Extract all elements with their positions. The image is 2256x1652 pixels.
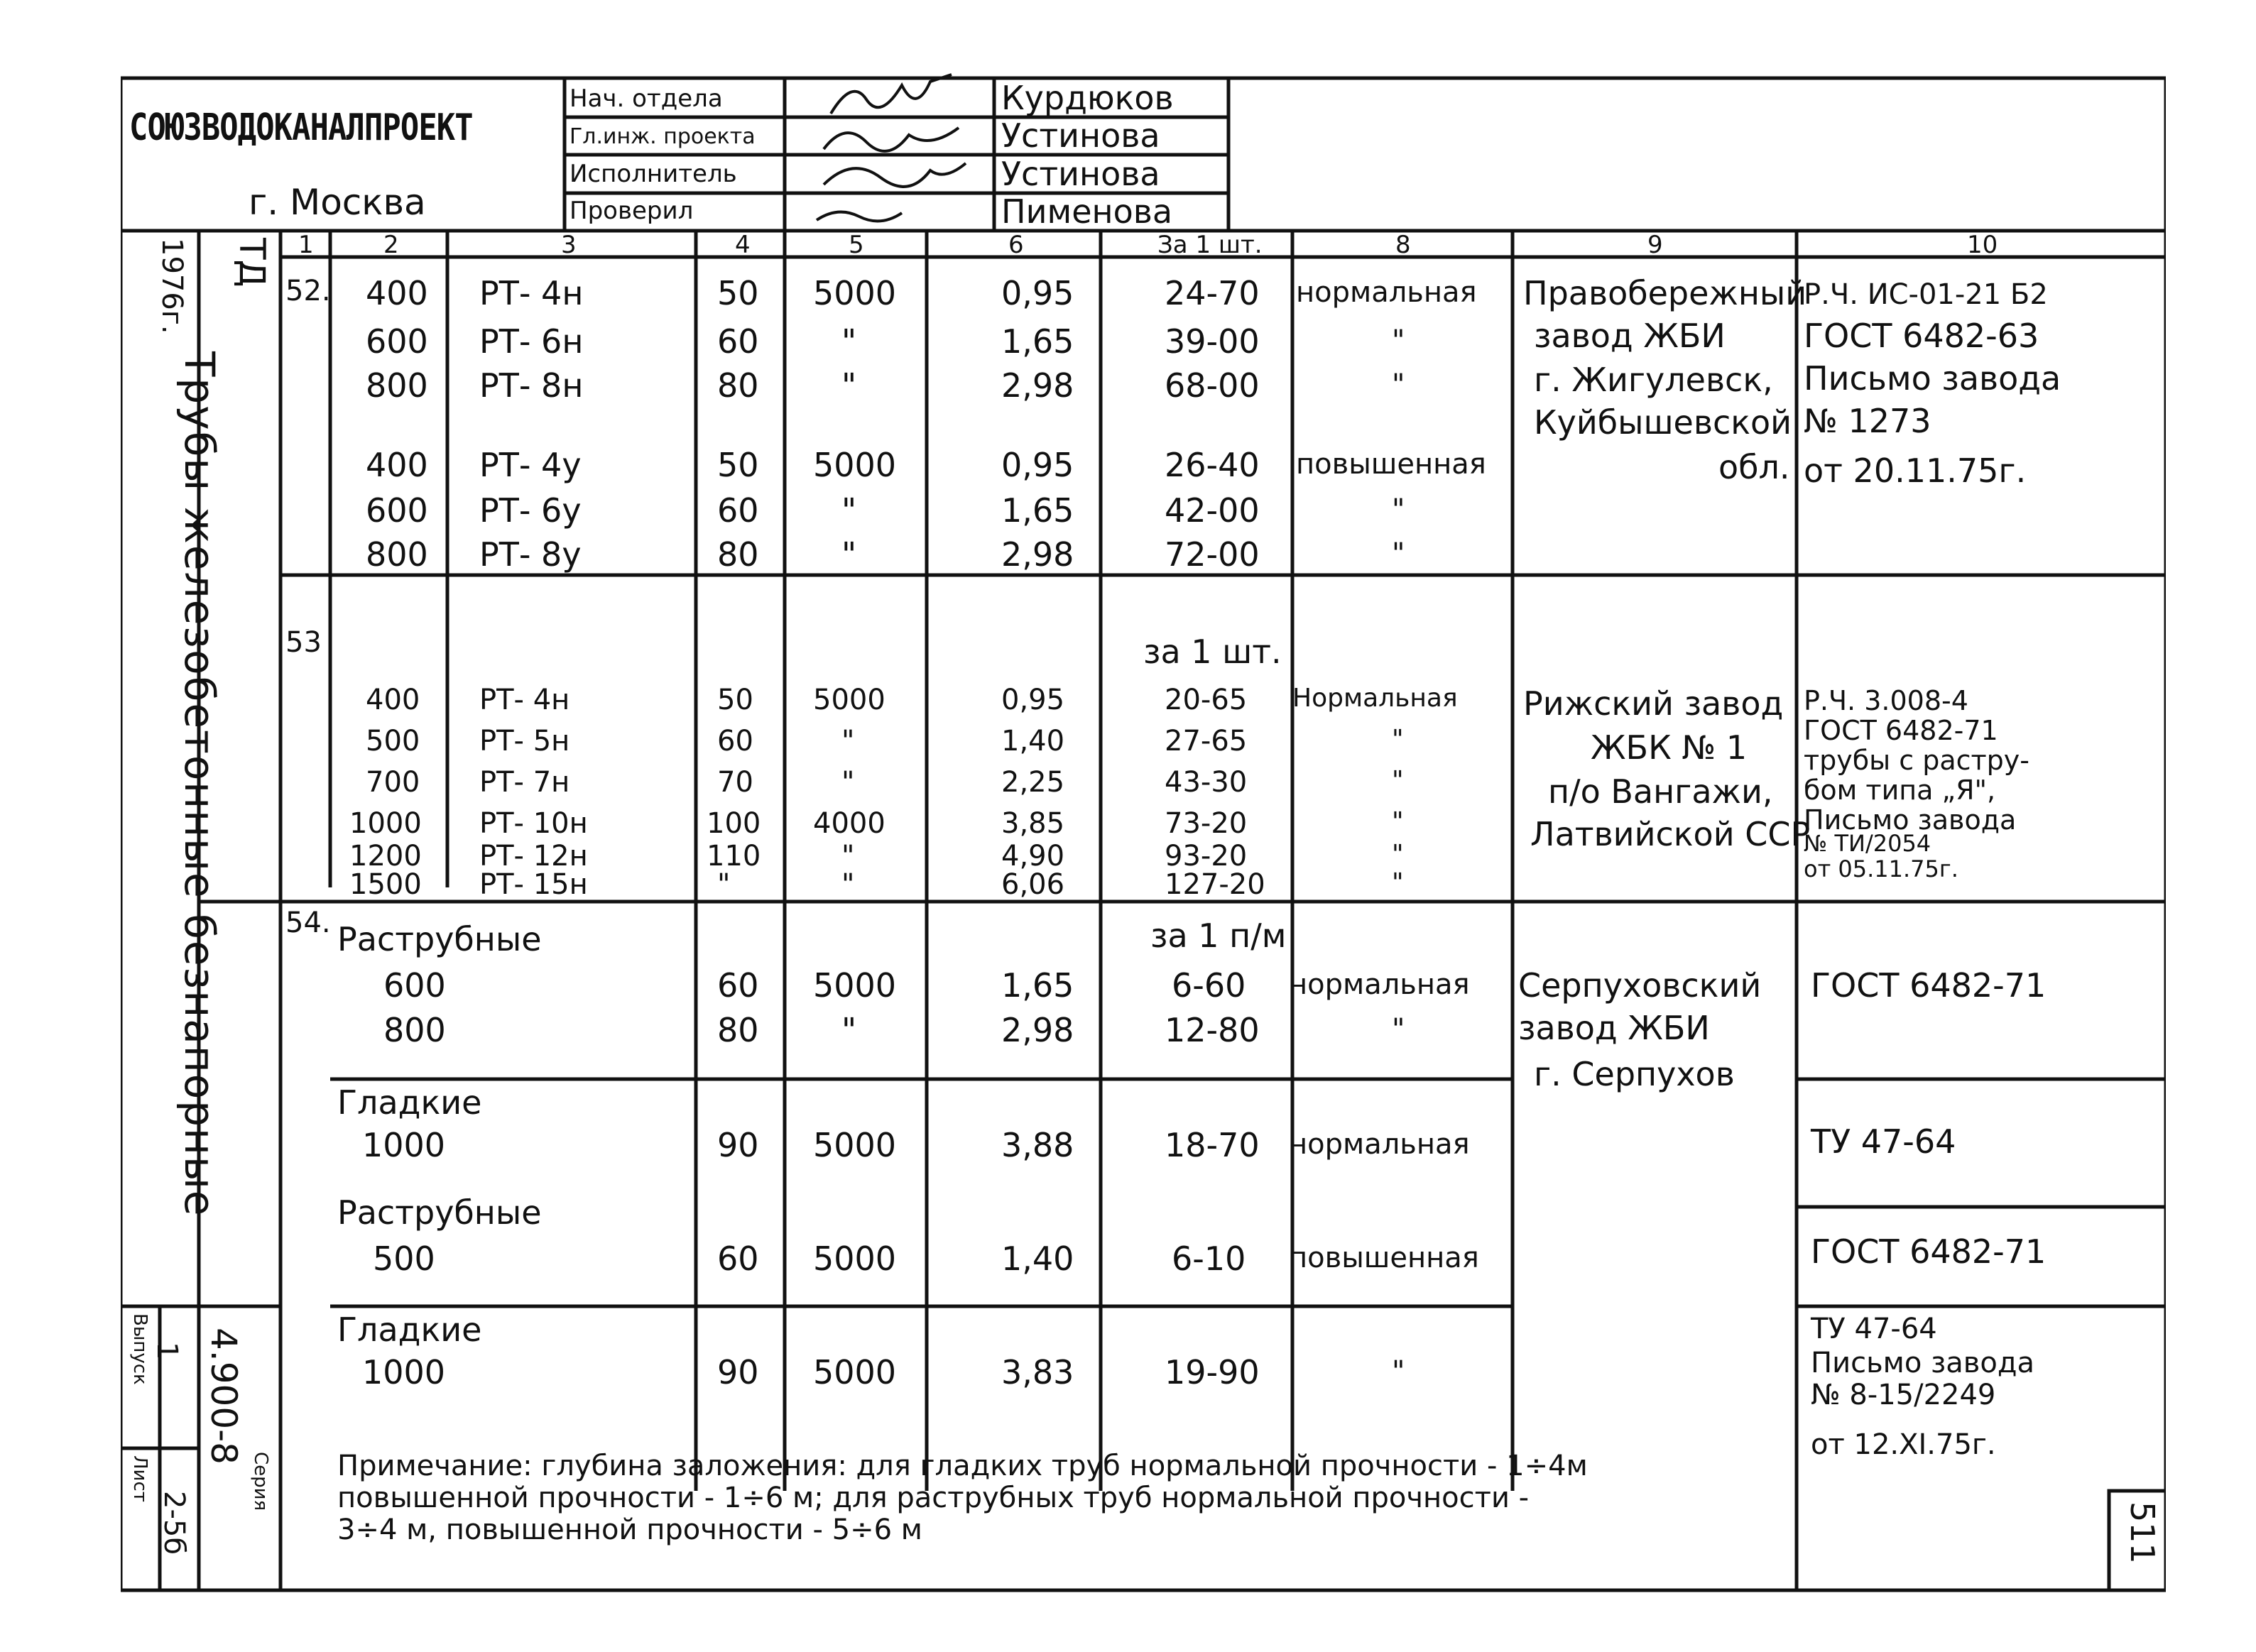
table-cell: ": [841, 366, 857, 405]
group-54-plant-3: г. Серпухов: [1534, 1055, 1735, 1093]
role-4: Проверил: [570, 197, 694, 225]
table-cell: 20-65: [1165, 684, 1248, 716]
table-cell: нормальная: [1289, 968, 1470, 1001]
table-cell: 400: [366, 446, 428, 484]
table-cell: 800: [383, 1011, 446, 1049]
col-1: 1: [298, 231, 314, 259]
group-54-unit: за 1 п/м: [1150, 917, 1287, 955]
table-cell: РТ- 5н: [479, 725, 570, 757]
group-53-doc-6: № ТИ/2054: [1804, 830, 1931, 857]
table-cell: 93-20: [1165, 840, 1248, 873]
city-label: г. Москва: [249, 182, 426, 223]
table-cell: 70: [717, 766, 753, 799]
col-8: 8: [1395, 231, 1411, 259]
table-cell: ": [1392, 725, 1404, 754]
table-cell: 0,95: [1001, 274, 1074, 312]
table-cell: 6,06: [1001, 868, 1065, 901]
table-cell: 60: [717, 966, 759, 1005]
note-line-3: 3÷4 м, повышенной прочности - 5÷6 м: [337, 1514, 922, 1546]
group-54-sub-1-doc: ГОСТ 6482-71: [1811, 966, 2047, 1005]
table-cell: 12-80: [1165, 1011, 1260, 1049]
table-cell: 42-00: [1165, 491, 1260, 530]
table-cell: 4000: [813, 807, 885, 840]
table-cell: 4,90: [1001, 840, 1065, 873]
table-cell: 127-20: [1165, 868, 1265, 901]
group-52-doc-5: от 20.11.75г.: [1804, 452, 2027, 490]
table-cell: 110: [707, 840, 761, 873]
group-53-plant-4: Латвийской ССР: [1530, 815, 1811, 853]
table-cell: 6-60: [1172, 966, 1246, 1005]
side-sheet-label: Лист: [129, 1455, 151, 1502]
table-cell: нормальная: [1289, 1128, 1470, 1161]
table-cell: РТ- 4н: [479, 684, 570, 716]
group-52-doc-3: Письмо завода: [1804, 359, 2061, 398]
side-series: 4.900-8: [203, 1328, 244, 1465]
table-cell: 5000: [813, 684, 885, 716]
table-cell: 60: [717, 725, 753, 757]
table-cell: ": [841, 535, 857, 574]
side-issue: 1: [151, 1342, 183, 1360]
side-year: 1976г.: [156, 238, 188, 334]
role-3: Исполнитель: [570, 160, 737, 188]
table-cell: 1500: [349, 868, 422, 901]
table-cell: 73-20: [1165, 807, 1248, 840]
group-52-doc-2: ГОСТ 6482-63: [1804, 317, 2039, 355]
table-cell: 1200: [349, 840, 422, 873]
col-3: 3: [561, 231, 577, 259]
table-cell: 600: [366, 491, 428, 530]
table-cell: РТ- 8н: [479, 366, 584, 405]
note-line-2: повышенной прочности - 1÷6 м; для раструбных труб нормальной прочности -: [337, 1482, 1530, 1514]
group-54-sub-4-doc-2: Письмо завода: [1811, 1347, 2034, 1379]
table-cell: 90: [717, 1353, 759, 1391]
table-cell: 60: [717, 491, 759, 530]
table-cell: 2,25: [1001, 766, 1065, 799]
table-cell: 1,65: [1001, 322, 1074, 361]
table-cell: 5000: [813, 966, 897, 1005]
group-54-sub-4-label: Гладкие: [337, 1311, 482, 1349]
table-cell: 80: [717, 366, 759, 405]
table-cell: РТ- 10н: [479, 807, 588, 840]
table-cell: 90: [717, 1126, 759, 1164]
table-cell: РТ- 8у: [479, 535, 582, 574]
table-cell: ": [841, 491, 857, 530]
table-cell: 1000: [362, 1126, 446, 1164]
table-cell: 5000: [813, 1353, 897, 1391]
table-cell: 0,95: [1001, 446, 1074, 484]
table-cell: 39-00: [1165, 322, 1260, 361]
drawing-sheet: [121, 71, 2166, 1597]
group-53-doc-3: трубы с растру-: [1804, 745, 2029, 776]
table-cell: 3,85: [1001, 807, 1065, 840]
table-cell: 72-00: [1165, 535, 1260, 574]
table-cell: нормальная: [1296, 276, 1477, 309]
table-cell: 50: [717, 684, 753, 716]
table-cell: 27-65: [1165, 725, 1248, 757]
table-cell: 1,40: [1001, 1240, 1074, 1278]
org-logo: СОЮЗВОДОКАНАЛПРОЕКТ: [129, 106, 473, 149]
name-2: Устинова: [1001, 116, 1160, 155]
table-cell: 2,98: [1001, 1011, 1074, 1049]
name-4: Пименова: [1001, 192, 1173, 231]
table-cell: 400: [366, 274, 428, 312]
side-series-label: Серия: [250, 1452, 271, 1511]
table-cell: 80: [717, 1011, 759, 1049]
table-cell: 50: [717, 274, 759, 312]
group-53-plant-3: п/о Вангажи,: [1548, 772, 1773, 811]
table-cell: Нормальная: [1292, 684, 1458, 713]
table-cell: 43-30: [1165, 766, 1248, 799]
col-5: 5: [849, 231, 864, 259]
table-cell: 18-70: [1165, 1126, 1260, 1164]
group-52-num: 52.: [285, 275, 331, 307]
table-cell: РТ- 15н: [479, 868, 588, 901]
group-54-sub-3-label: Раструбные: [337, 1193, 542, 1232]
group-52-plant-2: завод ЖБИ: [1534, 317, 1726, 355]
side-issue-label: Выпуск: [129, 1313, 151, 1385]
table-cell: ": [1392, 868, 1404, 897]
group-52-doc-4: № 1273: [1804, 402, 1931, 440]
table-cell: РТ- 12н: [479, 840, 588, 873]
table-cell: 26-40: [1165, 446, 1260, 484]
table-cell: ": [841, 1011, 857, 1049]
table-cell: 6-10: [1172, 1240, 1246, 1278]
group-54-num: 54.: [285, 907, 331, 939]
table-cell: 800: [366, 366, 428, 405]
group-54-sub-2-doc: ТУ 47-64: [1811, 1122, 1956, 1161]
table-cell: 500: [366, 725, 420, 757]
col-6: 6: [1008, 231, 1024, 259]
table-cell: ": [1392, 840, 1404, 869]
group-53-plant-1: Рижский завод: [1523, 684, 1784, 723]
table-cell: 1000: [362, 1353, 446, 1391]
table-cell: 600: [383, 966, 446, 1005]
group-54-plant-2: завод ЖБИ: [1518, 1009, 1710, 1047]
group-52-doc-1: Р.Ч. ИС-01-21 Б2: [1804, 278, 2048, 311]
table-cell: ": [841, 766, 855, 799]
table-cell: ": [1392, 368, 1405, 401]
table-cell: повышенная: [1289, 1242, 1479, 1274]
group-52-plant-4: Куйбышевской: [1534, 403, 1792, 442]
table-cell: ": [841, 322, 857, 361]
note-line-1: Примечание: глубина заложения: для гладких труб нормальной прочности - 1÷4м: [337, 1450, 1588, 1482]
group-52-plant-3: г. Жигулевск,: [1534, 361, 1773, 399]
table-cell: РТ- 4н: [479, 274, 584, 312]
side-sheet: 2-5б: [158, 1491, 190, 1555]
group-53-doc-7: от 05.11.75г.: [1804, 855, 1958, 882]
table-cell: 1,65: [1001, 491, 1074, 530]
table-cell: 19-90: [1165, 1353, 1260, 1391]
table-cell: ": [1392, 324, 1405, 357]
name-1: Курдюков: [1001, 79, 1174, 117]
table-cell: ": [1392, 1013, 1405, 1046]
table-cell: 100: [707, 807, 761, 840]
table-cell: РТ- 7н: [479, 766, 570, 799]
table-cell: 1,65: [1001, 966, 1074, 1005]
col-10: 10: [1967, 231, 1998, 259]
table-cell: 50: [717, 446, 759, 484]
table-cell: ": [717, 868, 731, 901]
group-53-unit: за 1 шт.: [1143, 633, 1282, 671]
col-9: 9: [1647, 231, 1663, 259]
group-54-sub-4-doc-4: от 12.XI.75г.: [1811, 1428, 1996, 1461]
group-53-doc-2: ГОСТ 6482-71: [1804, 715, 1998, 746]
group-54-sub-1-label: Раструбные: [337, 920, 542, 958]
group-54-plant-1: Серпуховский: [1518, 966, 1762, 1005]
table-cell: 2,98: [1001, 366, 1074, 405]
table-cell: ": [1392, 537, 1405, 570]
table-cell: 5000: [813, 1240, 897, 1278]
table-cell: 400: [366, 684, 420, 716]
table-cell: ": [1392, 493, 1405, 526]
table-cell: 2,98: [1001, 535, 1074, 574]
table-cell: 1,40: [1001, 725, 1065, 757]
side-subject: Трубы железобетонные безнапорные: [175, 351, 224, 1218]
table-cell: 600: [366, 322, 428, 361]
table-cell: ": [1392, 1355, 1405, 1388]
col-2: 2: [383, 231, 399, 259]
group-53-num: 53: [285, 626, 322, 659]
table-cell: 1000: [349, 807, 422, 840]
page-number: 511: [2123, 1501, 2162, 1564]
col-4: 4: [735, 231, 751, 259]
role-2: Гл.инж. проекта: [570, 124, 756, 149]
table-cell: 3,88: [1001, 1126, 1074, 1164]
table-cell: РТ- 4у: [479, 446, 582, 484]
table-cell: ": [841, 840, 855, 873]
table-cell: 5000: [813, 274, 897, 312]
table-cell: ": [1392, 807, 1404, 836]
table-cell: 3,83: [1001, 1353, 1074, 1391]
table-cell: 0,95: [1001, 684, 1065, 716]
group-54-sub-4-doc-1: ТУ 47-64: [1811, 1313, 1937, 1345]
group-54-sub-2-label: Гладкие: [337, 1083, 482, 1122]
role-1: Нач. отдела: [570, 84, 723, 113]
group-54-sub-4-doc-3: № 8-15/2249: [1811, 1379, 1996, 1411]
table-cell: 60: [717, 1240, 759, 1278]
table-cell: ": [841, 725, 855, 757]
table-cell: 68-00: [1165, 366, 1260, 405]
signatures: [788, 71, 994, 231]
table-cell: 700: [366, 766, 420, 799]
table-cell: 24-70: [1165, 274, 1260, 312]
group-53-doc-1: Р.Ч. 3.008-4: [1804, 685, 1968, 716]
table-cell: 5000: [813, 446, 897, 484]
group-52-plant-1: Правобережный: [1523, 274, 1807, 312]
group-53-plant-2: ЖБК № 1: [1591, 728, 1748, 767]
col-7: За 1 шт.: [1157, 231, 1263, 259]
table-cell: ": [841, 868, 855, 901]
group-54-sub-3-doc: ГОСТ 6482-71: [1811, 1232, 2047, 1271]
table-cell: повышенная: [1296, 448, 1486, 481]
table-cell: РТ- 6у: [479, 491, 582, 530]
table-cell: 800: [366, 535, 428, 574]
table-cell: 5000: [813, 1126, 897, 1164]
table-cell: 80: [717, 535, 759, 574]
group-53-doc-4: бом типа „Я",: [1804, 775, 1996, 806]
side-code: ТД: [231, 238, 273, 288]
table-cell: ": [1392, 766, 1404, 795]
table-cell: РТ- 6н: [479, 322, 584, 361]
table-cell: 60: [717, 322, 759, 361]
table-cell: 500: [373, 1240, 435, 1278]
name-3: Устинова: [1001, 155, 1160, 193]
group-52-plant-5: обл.: [1718, 448, 1790, 486]
group-53-doc-5: Письмо завода: [1804, 804, 2017, 836]
